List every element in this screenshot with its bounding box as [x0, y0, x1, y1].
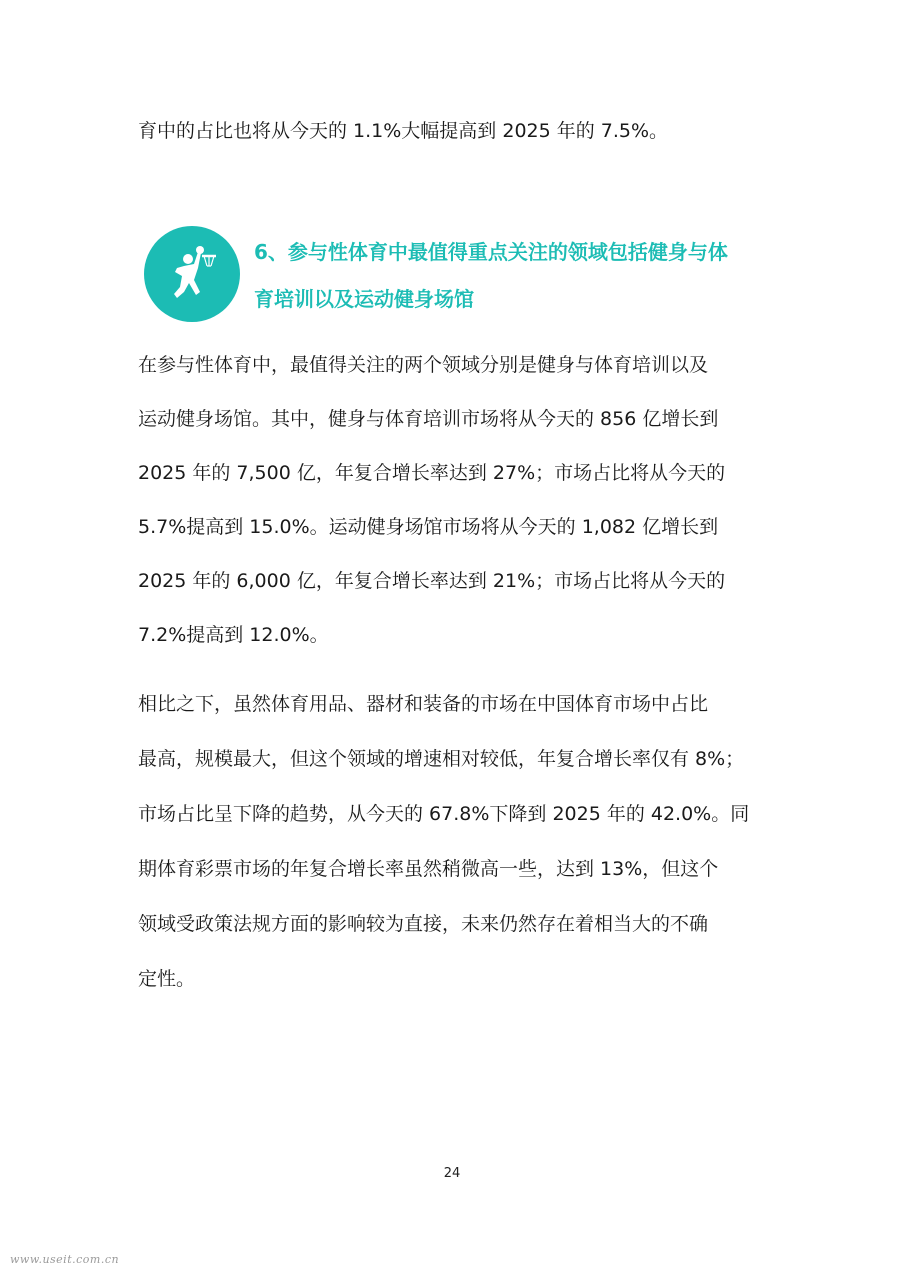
paragraph-line: 期体育彩票市场的年复合增长率虽然稍微高一些，达到 13%，但这个	[138, 858, 719, 880]
paragraph-line: 相比之下，虽然体育用品、器材和装备的市场在中国体育市场中占比	[138, 693, 709, 715]
paragraph-line: 市场占比呈下降的趋势，从今天的 67.8%下降到 2025 年的 42.0%。同	[138, 803, 750, 825]
paragraph-line: 7.2%提高到 12.0%。	[138, 624, 329, 646]
paragraph-line: 运动健身场馆。其中，健身与体育培训市场将从今天的 856 亿增长到	[138, 408, 719, 430]
paragraph-line: 2025 年的 7,500 亿，年复合增长率达到 27%；市场占比将从今天的	[138, 462, 726, 484]
page-number: 24	[443, 1166, 461, 1181]
paragraph-line: 在参与性体育中，最值得关注的两个领域分别是健身与体育培训以及	[138, 354, 709, 376]
paragraph-line: 最高，规模最大，但这个领域的增速相对较低，年复合增长率仅有 8%；	[138, 748, 745, 770]
basketball-player-icon	[144, 226, 240, 322]
paragraph-line: 领域受政策法规方面的影响较为直接，未来仍然存在着相当大的不确	[138, 913, 709, 935]
watermark: www.useit.com.cn	[10, 1253, 120, 1266]
section-heading-line2: 育培训以及运动健身场馆	[254, 287, 474, 311]
paragraph-line: 5.7%提高到 15.0%。运动健身场馆市场将从今天的 1,082 亿增长到	[138, 516, 719, 538]
section-heading-line1: 6、参与性体育中最值得重点关注的领域包括健身与体	[254, 240, 728, 264]
paragraph-line: 育中的占比也将从今天的 1.1%大幅提高到 2025 年的 7.5%。	[138, 120, 669, 142]
paragraph-line: 2025 年的 6,000 亿，年复合增长率达到 21%；市场占比将从今天的	[138, 570, 726, 592]
paragraph-line: 定性。	[138, 968, 196, 990]
